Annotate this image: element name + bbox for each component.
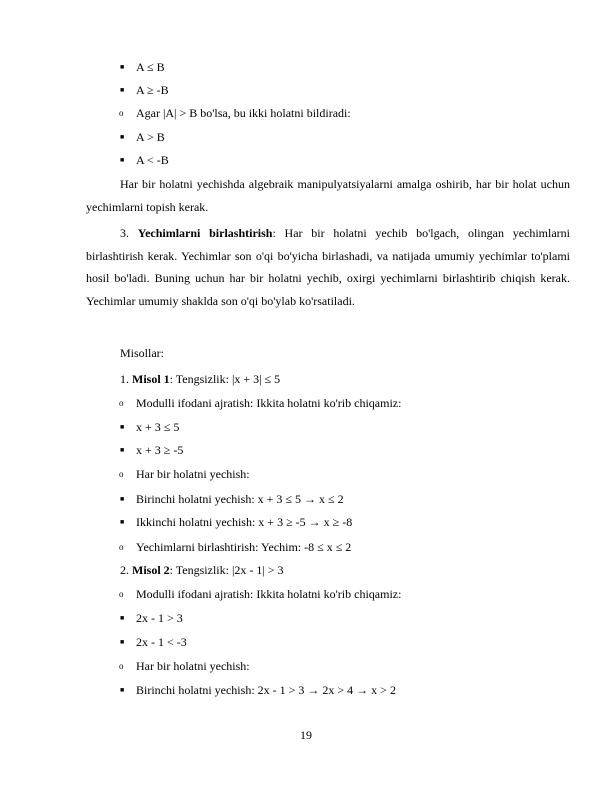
paragraph-2-number: 3. — [120, 226, 129, 240]
list-item: A ≥ -B — [136, 83, 169, 97]
list-item: 2x - 1 < -3 — [136, 635, 187, 649]
list-item: Agar |A| > B bo'lsa, bu ikki holatni bildiradi: — [136, 106, 351, 120]
list-item: A < -B — [136, 153, 169, 167]
square-bullet-icon: ■ — [120, 133, 125, 141]
paragraph-1 — [86, 173, 570, 218]
list-item: A > B — [136, 130, 165, 144]
list-item: Har bir holatni yechish: — [136, 659, 250, 673]
square-bullet-icon: ■ — [120, 638, 125, 646]
circle-bullet-icon: o — [119, 398, 124, 408]
list-item: 2x - 1 > 3 — [136, 611, 183, 625]
square-bullet-icon: ■ — [120, 446, 125, 454]
square-bullet-icon: ■ — [120, 495, 125, 503]
list-item: A ≤ B — [136, 60, 165, 74]
square-bullet-icon: ■ — [120, 614, 125, 622]
example-2-number: 2. — [120, 563, 129, 577]
square-bullet-icon: ■ — [120, 423, 125, 431]
square-bullet-icon: ■ — [120, 86, 125, 94]
list-item: Birinchi holatni yechish: x + 3 ≤ 5 → x ≤ 2 — [136, 492, 344, 506]
list-item: Ikkinchi holatni yechish: x + 3 ≥ -5 → x ≥ -8 — [136, 515, 353, 529]
paragraph-2-bold-title: Yechimlarni birlashtirish — [137, 226, 273, 240]
circle-bullet-icon: o — [119, 108, 124, 118]
circle-bullet-icon: o — [119, 542, 124, 552]
example-1-title: Misol 1 — [132, 372, 170, 386]
paragraph-1-text: Har bir holatni yechishda algebraik manipulyatsiyalarni amalga oshirib, har bir holat uchun yechimlarni topish kerak. — [86, 177, 570, 214]
list-item: Modulli ifodani ajratish: Ikkita holatni ko'rib chiqamiz: — [136, 587, 402, 601]
example-2-heading — [120, 563, 284, 577]
example-1-text: : Tengsizlik: |x + 3| ≤ 5 — [169, 372, 281, 386]
misollar-label: Misollar: — [120, 346, 164, 360]
square-bullet-icon: ■ — [120, 686, 125, 694]
square-bullet-icon: ■ — [120, 518, 125, 526]
example-1-heading — [120, 372, 280, 386]
list-item: x + 3 ≤ 5 — [136, 420, 180, 434]
list-item: x + 3 ≥ -5 — [136, 443, 184, 457]
paragraph-2 — [86, 222, 570, 312]
circle-bullet-icon: o — [119, 469, 124, 479]
square-bullet-icon: ■ — [120, 156, 125, 164]
example-2-title: Misol 2 — [132, 563, 170, 577]
paragraph-2-text: : Har bir holatni yechib bo'lgach, olingan yechimlarni birlashtirish kerak. Yechimlar son o'qi bo'yicha birlashadi, va natijada umumiy yechimlar to'plami hosil bo'ladi. Buning uchun har bir holatni yechib, oxirgi yechimlarni birlashtirib chiqish kerak. Yechimlar umumiy shaklda son o'qi bo'ylab ko'rsatiladi. — [86, 226, 571, 308]
list-item: Birinchi holatni yechish: 2x - 1 > 3 → 2x > 4 → x > 2 — [136, 683, 396, 697]
example-2-text: : Tengsizlik: |2x - 1| > 3 — [169, 563, 284, 577]
square-bullet-icon: ■ — [120, 63, 125, 71]
page-number: 19 — [300, 728, 312, 742]
list-item: Har bir holatni yechish: — [136, 467, 250, 481]
list-item: Yechimlarni birlashtirish: Yechim: -8 ≤ x ≤ 2 — [136, 540, 352, 554]
list-item: Modulli ifodani ajratish: Ikkita holatni ko'rib chiqamiz: — [136, 396, 402, 410]
circle-bullet-icon: o — [119, 661, 124, 671]
example-1-number: 1. — [120, 372, 129, 386]
circle-bullet-icon: o — [119, 589, 124, 599]
